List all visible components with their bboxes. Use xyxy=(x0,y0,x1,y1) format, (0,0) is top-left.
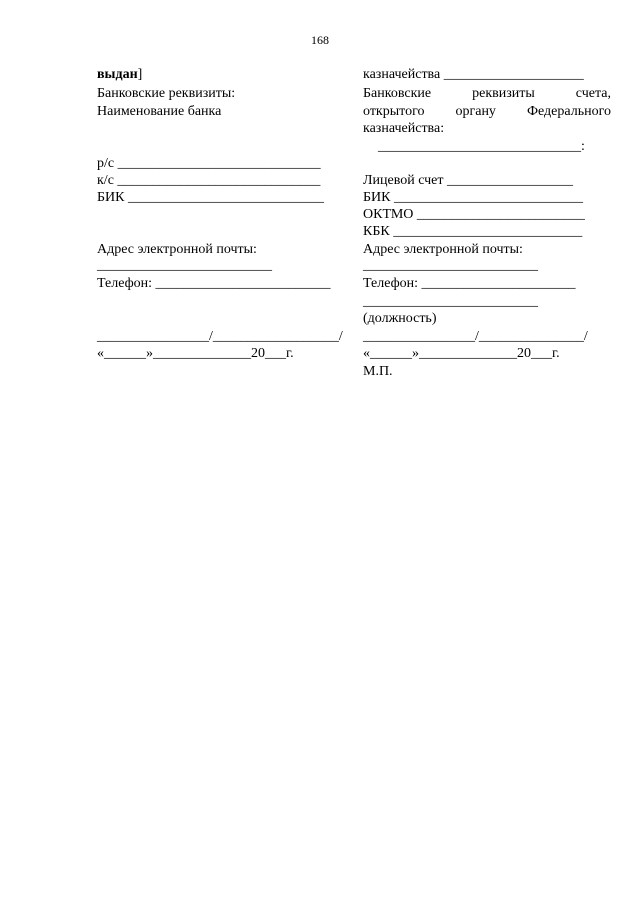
left-date-line: «______»______________20___г. xyxy=(97,346,294,361)
right-position-line: _________________________ xyxy=(363,294,538,309)
issued-line xyxy=(97,67,142,83)
right-signature-line: ________________/_______________/ xyxy=(363,329,588,344)
issued-bracket: ] xyxy=(137,67,143,82)
right-oktmo-field: ОКТМО ________________________ xyxy=(363,207,585,222)
right-phone-field: Телефон: ______________________ xyxy=(363,276,576,291)
right-personal-account-field: Лицевой счет __________________ xyxy=(363,173,574,188)
issued-word: выдан xyxy=(97,67,138,82)
left-phone-field: Телефон: _________________________ xyxy=(97,276,331,291)
right-kbk-field: КБК ___________________________ xyxy=(363,224,583,239)
left-email-line: _________________________ xyxy=(97,258,272,273)
left-rs-field: р/с _____________________________ xyxy=(97,156,321,171)
right-email-line: _________________________ xyxy=(363,258,538,273)
word: открытого xyxy=(363,104,425,119)
right-position-label: (должность) xyxy=(363,311,437,326)
right-bank-details-line xyxy=(363,86,611,102)
right-treasury-field: казначейства ____________________ xyxy=(363,67,584,82)
left-bik-field: БИК ____________________________ xyxy=(97,190,324,205)
right-bik-field: БИК ___________________________ xyxy=(363,190,583,205)
left-bank-details-label: Банковские реквизиты: xyxy=(97,86,236,101)
word: реквизиты xyxy=(472,86,535,101)
word: Федерального xyxy=(526,104,611,119)
word: Банковские xyxy=(363,86,432,101)
left-ks-field: к/с _____________________________ xyxy=(97,173,321,188)
right-opened-line xyxy=(363,104,611,120)
word: счета, xyxy=(575,86,611,101)
right-account-line: _____________________________: xyxy=(378,139,585,154)
page-number: 168 xyxy=(311,33,329,47)
right-stamp-label: М.П. xyxy=(363,364,393,379)
right-email-label: Адрес электронной почты: xyxy=(363,242,523,257)
left-signature-line: ________________/__________________/ xyxy=(97,329,343,344)
right-date-line: «______»______________20___г. xyxy=(363,346,560,361)
left-bank-name-label: Наименование банка xyxy=(97,104,222,119)
left-email-label: Адрес электронной почты: xyxy=(97,242,257,257)
right-treasury2-label: казначейства: xyxy=(363,121,445,136)
word: органу xyxy=(455,104,496,119)
